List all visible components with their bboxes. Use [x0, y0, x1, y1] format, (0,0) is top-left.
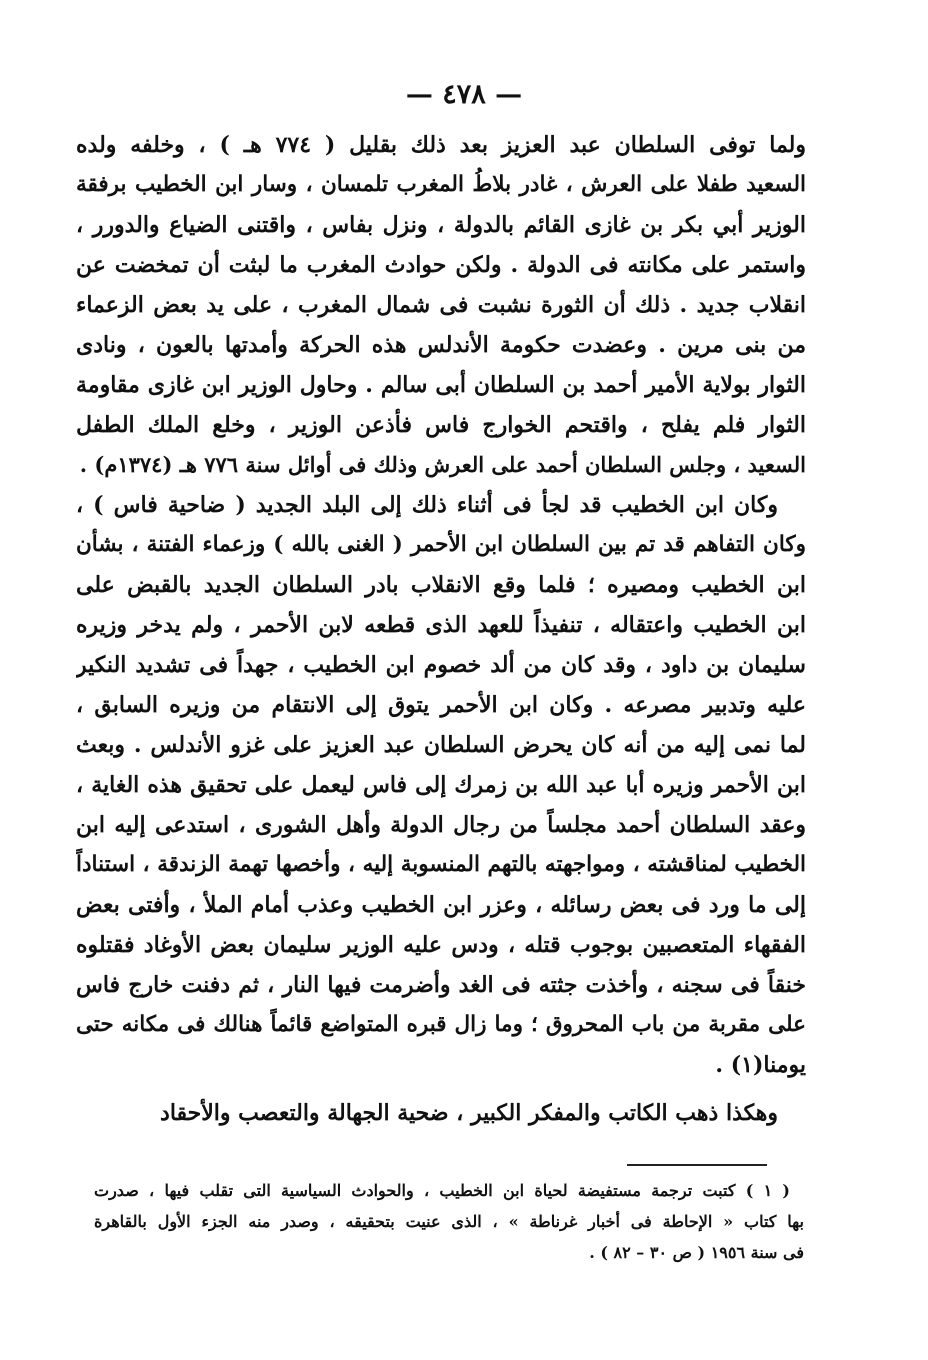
body-line: إلى ما ورد فى بعض رسائله ، وعزر ابن الخطيب وعذب أمام الملأ ، وأفتى بعض [76, 892, 806, 918]
body-line: ابن الخطيب واعتقاله ، تنفيذاً للعهد الذى قطعه لابن الأحمر ، ولم يدخر وزيره [76, 612, 806, 638]
page-number: — ٤٧٨ — [405, 79, 523, 110]
body-line: وكان ابن الخطيب قد لجأ فى أثناء ذلك إلى البلد الجديد ( ضاحية فاس ) ، [76, 492, 778, 518]
footnote-line: بها كتاب « الإحاطة فى أخبار غرناطة » ، الذى عنيت بتحقيقه ، وصدر منه الجزء الأول بالقاهرة [94, 1212, 804, 1231]
body-line: عليه وتدبير مصرعه . وكان ابن الأحمر يتوق إلى الانتقام من وزيره السابق ، [76, 692, 806, 718]
body-line: يومنا(١) . [715, 1052, 806, 1078]
body-line: واستمر على مكانته فى الدولة . ولكن حوادث المغرب ما لبثت أن تمخضت عن [76, 252, 806, 278]
body-line: السعيد طفلا على العرش ، غادر بلاطُ المغرب تلمسان ، وسار ابن الخطيب برفقة [76, 172, 806, 197]
footnotes [94, 1175, 804, 1268]
body-line: الثوار فلم يفلح ، واقتحم الخوارج فاس فأذعن الوزير ، وخلع الملك الطفل [76, 412, 806, 438]
body-line: وعقد السلطان أحمد مجلساً من رجال الدولة وأهل الشورى ، استدعى إليه ابن [76, 812, 806, 838]
body-line: انقلاب جديد . ذلك أن الثورة نشبت فى شمال المغرب ، على يد بعض الزعماء [76, 292, 806, 318]
body-line: ابن الخطيب ومصيره ؛ فلما وقع الانقلاب بادر السلطان الجديد بالقبض على [76, 572, 806, 598]
body-line: من بنى مرين . وعضدت حكومة الأندلس هذه الحركة وأمدتها بالعون ، ونادى [76, 332, 806, 358]
footnote-line: ( ١ ) كتبت ترجمة مستفيضة لحياة ابن الخطيب ، والحوادث السياسية التى تقلب فيها ، صدرت [94, 1181, 790, 1200]
body-line: خنقاً فى سجنه ، وأخذت جثته فى الغد وأضرمت فيها النار ، ثم دفنت خارج فاس [76, 972, 806, 998]
body-line: وكان التفاهم قد تم بين السلطان ابن الأحمر ( الغنى بالله ) وزعماء الفتنة ، بشأن [76, 532, 806, 557]
body-line: وهكذا ذهب الكاتب والمفكر الكبير ، ضحية الجهالة والتعصب والأحقاد [160, 1100, 778, 1126]
body-line: الخطيب لمناقشته ، ومواجهته بالتهم المنسوبة إليه ، وأخصها تهمة الزندقة ، استناداً [76, 852, 806, 877]
body-line: الفقهاء المتعصبين بوجوب قتله ، ودس عليه الوزير سليمان بعض الأوغاد فقتلوه [76, 932, 806, 958]
footnote-line: فى سنة ١٩٥٦ ( ص ٣٠ – ٨٢ ) . [589, 1243, 804, 1262]
body-line: ابن الأحمر وزيره أبا عبد الله بن زمرك إلى فاس ليعمل على تحقيق هذه الغاية ، [76, 772, 806, 798]
footnote-divider [627, 1164, 767, 1166]
body-line: ولما توفى السلطان عبد العزيز بعد ذلك بقليل ( ٧٧٤ هـ ) ، وخلفه ولده [76, 132, 806, 158]
body-line: سليمان بن داود ، وقد كان من ألد خصوم ابن الخطيب ، جهداً فى تشديد النكير [76, 652, 806, 678]
body-line: السعيد ، وجلس السلطان أحمد على العرش وذلك فى أوائل سنة ٧٧٦ هـ (١٣٧٤م) . [79, 452, 806, 477]
body-line: الثوار بولاية الأمير أحمد بن السلطان أبى سالم . وحاول الوزير ابن غازى مقاومة [76, 372, 806, 398]
main-text [76, 125, 806, 1133]
body-line: الوزير أبي بكر بن غازى القائم بالدولة ، ونزل بفاس ، واقتنى الضياع والدورر ، [76, 212, 806, 238]
body-line: على مقربة من باب المحروق ؛ وما زال قبره المتواضع قائماً هنالك فى مكانه حتى [76, 1012, 806, 1037]
body-line: لما نمى إليه من أنه كان يحرض السلطان عبد العزيز على غزو الأندلس . وبعث [76, 732, 806, 758]
